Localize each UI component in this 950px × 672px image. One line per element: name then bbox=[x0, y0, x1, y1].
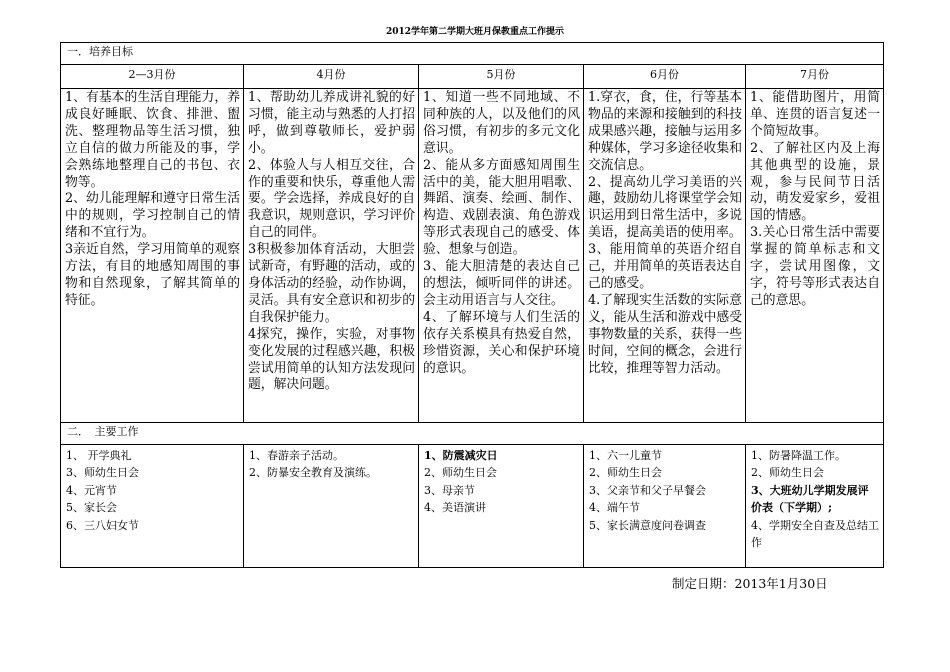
work-item: 3、母亲节 bbox=[424, 483, 475, 497]
work-item: 1、防震减灾日 bbox=[424, 449, 498, 462]
work-item: 2、防暴安全教育及演练。 bbox=[249, 466, 377, 480]
work-cell-jun bbox=[584, 445, 746, 568]
goal-item: 2、体验人与人相互交往，合作的重要和快乐，尊重他人需要。学会选择，养成良好的自我意识，规则意识，学习评价自己的同伴。 bbox=[248, 157, 415, 241]
work-item: 2、师幼生日会 bbox=[589, 466, 662, 480]
work-item: 1、 开学典礼 bbox=[66, 449, 132, 462]
work-item: 3、大班幼儿学期发展评价表（下学期）; bbox=[751, 483, 869, 515]
section-goals-heading: 一．培养目标 bbox=[61, 43, 884, 65]
goal-item: 3、能用简单的英语介绍自己，并用简单的英语表达自己的感受。 bbox=[588, 242, 742, 291]
work-item: 3、父亲节和父子早餐会 bbox=[589, 483, 706, 497]
month-header: 6月份 bbox=[584, 65, 746, 89]
goal-item: 3亲近自然，学习用简单的观察方法，有目的地感知周围的事物和自然现象，了解其简单的特征。 bbox=[65, 242, 240, 308]
goal-item: 1、有基本的生活自理能力，养成良好睡眠、饮食、排泄、盥洗、整理物品等生活习惯，独立自信的做力所能及的事，学会熟练地整理自己的书包、衣物等。 bbox=[65, 90, 240, 190]
goal-item: 1、帮助幼儿养成讲礼貌的好习惯，能主动与熟悉的人打招呼，做到尊敬师长，爱护弱小。 bbox=[248, 90, 415, 156]
section-work-row bbox=[61, 423, 884, 445]
goal-item: 3积极参加体育活动，大胆尝试新奇，有野趣的活动，或的身体活动的经验，动作协调，灵活。具有安全意识和初步的自我保护能力。 bbox=[248, 242, 415, 325]
goal-item: 1、能借助图片，用简单、连贯的语言复述一个简短故事。 bbox=[750, 90, 881, 139]
work-item: 4、学期安全自查及总结工作 bbox=[751, 518, 879, 550]
work-cell-feb-mar bbox=[61, 445, 244, 568]
work-item: 5、家长会 bbox=[66, 501, 117, 515]
goal-item: 4探究，操作，实验，对事物变化发展的过程感兴趣，积极尝试用简单的认知方法发现问题，解决问题。 bbox=[248, 326, 415, 393]
creation-date: 制定日期：2013年1月30日 bbox=[672, 576, 828, 591]
work-cell-may bbox=[419, 445, 584, 568]
work-item: 1、六一儿童节 bbox=[589, 449, 662, 462]
month-header: 7月份 bbox=[746, 65, 884, 89]
goals-cell-may bbox=[419, 89, 584, 423]
work-item: 3、师幼生日会 bbox=[66, 466, 139, 480]
goal-item: 2、了解社区内及上海其他典型的设施，景观，参与民间节日活动，萌发爱家乡，爱祖国的情感。 bbox=[750, 140, 881, 224]
plan-table bbox=[60, 42, 884, 568]
work-item: 2、师幼生日会 bbox=[751, 466, 824, 480]
goal-item: 3.关心日常生活中需要掌握的简单标志和文字，尝试用图像，文字，符号等形式表达自己的意思。 bbox=[750, 225, 881, 308]
goal-item: 1.穿衣，食，住，行等基本物品的来源和接触到的科技成果感兴趣，接触与运用多种媒体，学习多途径收集和交流信息。 bbox=[588, 90, 742, 173]
goal-item: 3、能大胆清楚的表达自己的想法，倾听同伴的讲述。会主动用语言与人交往。 bbox=[423, 259, 580, 308]
month-header: 2—3月份 bbox=[61, 65, 244, 89]
goal-item: 2、幼儿能理解和遵守日常生活中的规则，学习控制自己的情绪和不宜行为。 bbox=[65, 191, 240, 241]
document-title: 2012学年第二学期大班月保教重点工作提示 bbox=[385, 27, 565, 37]
month-header: 5月份 bbox=[419, 65, 584, 89]
work-cell-jul bbox=[746, 445, 884, 568]
goals-cell-jul bbox=[746, 89, 884, 423]
goals-cell-feb-mar bbox=[61, 89, 244, 423]
work-cell-apr bbox=[244, 445, 419, 568]
goals-cell-apr bbox=[244, 89, 419, 423]
section-work-heading: 二． 主要工作 bbox=[61, 423, 884, 445]
month-header-row bbox=[61, 65, 884, 89]
goal-item: 4.了解现实生活数的实际意义，能从生活和游戏中感受事物数量的关系，获得一些时间，空间的概念，会进行比较，推理等智力活动。 bbox=[588, 292, 742, 376]
goal-item: 2、能从多方面感知周围生活中的美，能大胆用唱歌、舞蹈、演奏、绘画、制作、构造、戏剧表演、角色游戏等形式表现自己的感受、体验、想象与创造。 bbox=[423, 157, 580, 258]
goal-item: 2、提高幼儿学习美语的兴趣，鼓励幼儿将课堂学会知识运用到日常生活中，多说美语，提高美语的使用率。 bbox=[588, 174, 742, 241]
work-item: 1、春游亲子活动。 bbox=[249, 449, 344, 462]
goal-item: 4、了解环境与人们生活的依存关系模具有热爱自然，珍惜资源，关心和保护环境的意识。 bbox=[423, 309, 580, 376]
goal-item: 1、知道一些不同地域、不同种族的人，以及他们的风俗习惯，有初步的多元文化意识。 bbox=[423, 90, 580, 156]
work-item: 4、美语演讲 bbox=[424, 501, 486, 515]
section-goals-row bbox=[61, 43, 884, 65]
work-item: 6、三八妇女节 bbox=[66, 518, 139, 532]
goals-cell-jun bbox=[584, 89, 746, 423]
month-header: 4月份 bbox=[244, 65, 419, 89]
work-item: 1、防暑降温工作。 bbox=[751, 449, 846, 462]
work-item: 4、元宵节 bbox=[66, 483, 117, 497]
work-item: 4、端午节 bbox=[589, 501, 640, 515]
goals-row bbox=[61, 89, 884, 423]
work-item: 5、家长满意度问卷调查 bbox=[589, 518, 706, 532]
work-row bbox=[61, 445, 884, 568]
work-item: 2、师幼生日会 bbox=[424, 466, 497, 480]
